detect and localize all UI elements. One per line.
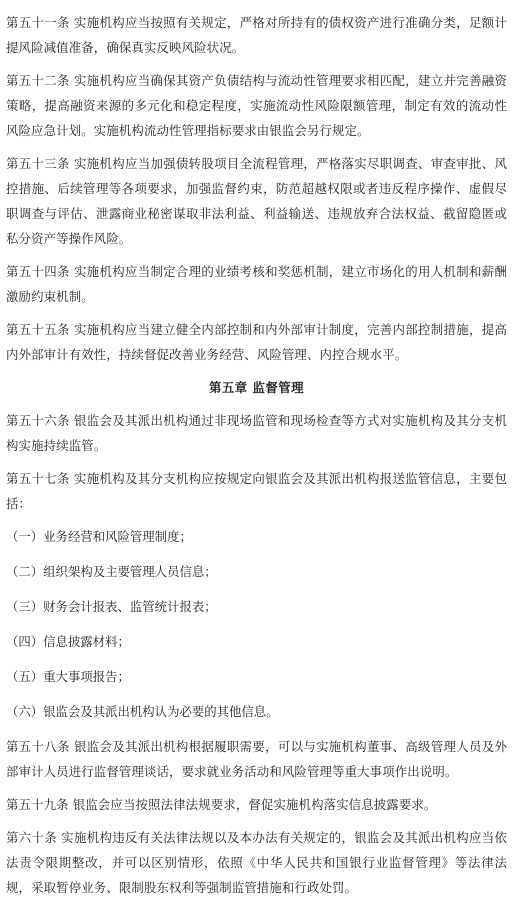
list-item-2: （二）组织架构及主要管理人员信息； bbox=[6, 564, 217, 579]
list-item-1: （一）业务经营和风险管理制度； bbox=[6, 529, 192, 544]
article-54: 第五十四条 实施机构应当制定合理的业绩考核和奖惩机制，建立市场化的用人机制和薪酬激励约束机制。 bbox=[6, 264, 507, 304]
list-item-3: （三）财务会计报表、监管统计报表； bbox=[6, 599, 217, 614]
article-53: 第五十三条 实施机构应当加强债转股项目全流程管理，严格落实尽职调查、审查审批、风控措施、后续管理等各项要求，加强监督约束，防范超越权限或者违反程序操作、虚假尽职调查与评估、泄露商业秘密谋取非法利益、利益输送、违规放弃合法权益、截留隐匿或私分资产等操作风险。 bbox=[6, 156, 507, 246]
article-52: 第五十二条 实施机构应当确保其资产负债结构与流动性管理要求相匹配，建立并完善融资策略，提高融资来源的多元化和稳定程度，实施流动性风险限额管理，制定有效的流动性风险应急计划。实施机构流动性管理指标要求由银监会另行规定。 bbox=[6, 73, 507, 138]
article-59: 第五十九条 银监会应当按照法律法规要求，督促实施机构落实信息披露要求。 bbox=[6, 797, 437, 812]
list-item-4: （四）信息披露材料； bbox=[6, 634, 130, 649]
article-57: 第五十七条 实施机构及其分支机构应按规定向银监会及其派出机构报送监管信息，主要包括： bbox=[6, 471, 507, 511]
article-55: 第五十五条 实施机构应当建立健全内部控制和内外部审计制度，完善内部控制措施，提高内外部审计有效性，持续督促改善业务经营、风险管理、内控合规水平。 bbox=[6, 322, 507, 362]
list-item-5: （五）重大事项报告； bbox=[6, 669, 130, 684]
list-item-6: （六）银监会及其派出机构认为必要的其他信息。 bbox=[6, 704, 279, 719]
article-56: 第五十六条 银监会及其派出机构通过非现场监管和现场检查等方式对实施机构及其分支机构实施持续监管。 bbox=[6, 413, 507, 453]
chapter-heading: 第五章 监督管理 bbox=[208, 380, 305, 395]
article-60: 第六十条 实施机构违反有关法律法规以及本办法有关规定的，银监会及其派出机构应当依法责令限期整改，并可以区别情形，依照《中华人民共和国银行业监督管理》等法律法规，采取暂停业务、限制股东权利等强制监管措施和行政处罚。 bbox=[6, 830, 507, 895]
article-51: 第五十一条 实施机构应当按照有关规定，严格对所持有的债权资产进行准确分类，足额计提风险减值准备，确保真实反映风险状况。 bbox=[6, 15, 507, 55]
article-58: 第五十八条 银监会及其派出机构根据履职需要，可以与实施机构董事、高级管理人员及外部审计人员进行监督管理谈话，要求就业务活动和风险管理等重大事项作出说明。 bbox=[6, 739, 507, 779]
